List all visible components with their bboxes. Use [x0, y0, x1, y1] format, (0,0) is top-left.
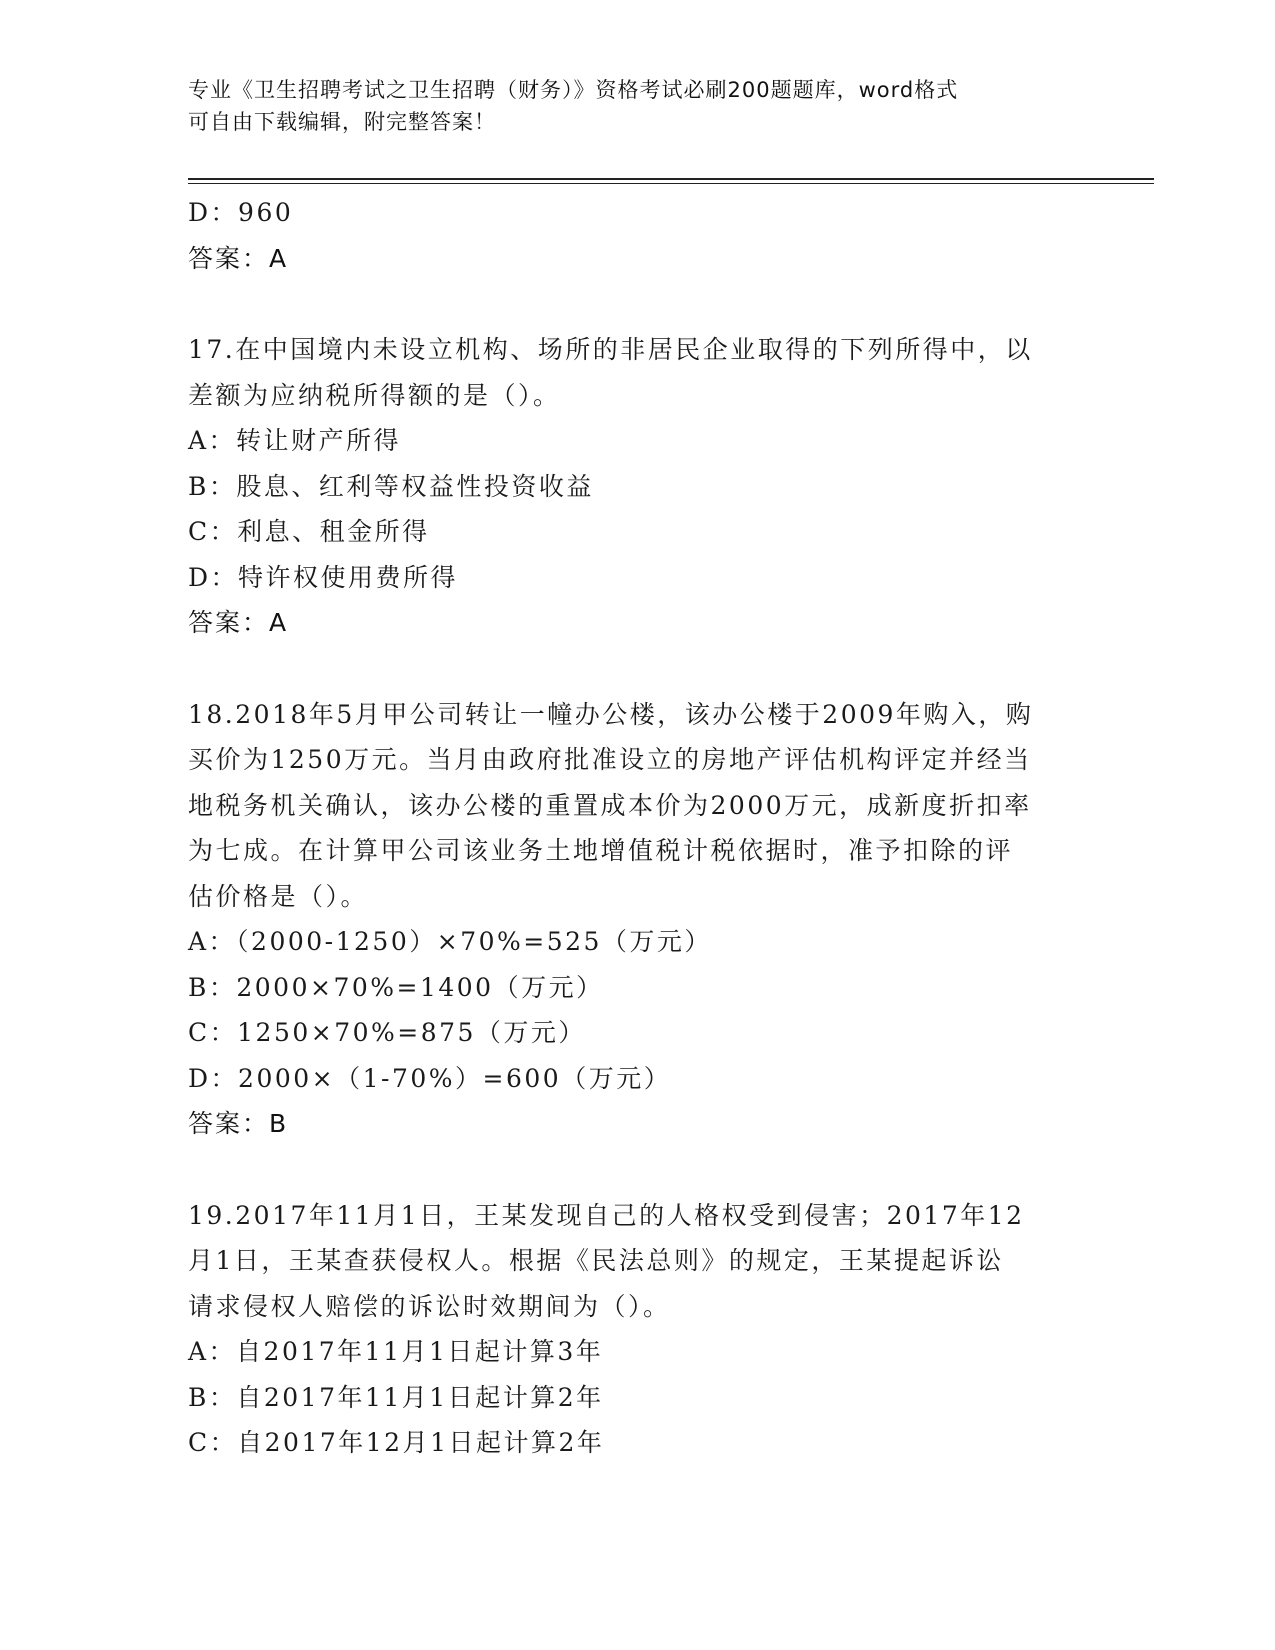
answer: 答案：A	[188, 608, 289, 637]
option-d: D：960	[188, 198, 294, 227]
header-divider-thick	[188, 178, 1154, 180]
question-stem-line: 月1日，王某查获侵权人。根据《民法总则》的规定，王某提起诉讼	[188, 1246, 1004, 1275]
question-stem-line: 17.在中国境内未设立机构、场所的非居民企业取得的下列所得中，以	[188, 335, 1033, 364]
question-content	[188, 190, 1088, 1466]
header-title-line-2: 可自由下载编辑，附完整答案！	[188, 110, 496, 134]
question-16-tail	[188, 190, 1088, 281]
option-b: B：股息、红利等权益性投资收益	[188, 471, 594, 501]
question-17	[188, 327, 1088, 646]
question-19	[188, 1193, 1088, 1466]
option-a: A：自2017年11月1日起计算3年	[188, 1337, 604, 1366]
question-stem-line: 为七成。在计算甲公司该业务土地增值税计税依据时，准予扣除的评	[188, 836, 1014, 865]
question-stem-line: 买价为1250万元。当月由政府批准设立的房地产评估机构评定并经当	[188, 745, 1032, 774]
header-divider-thin	[188, 183, 1154, 184]
answer: 答案：B	[188, 1109, 289, 1138]
question-stem-line: 请求侵权人赔偿的诉讼时效期间为（）。	[188, 1291, 671, 1321]
option-c: C：1250×70%=875（万元）	[188, 1018, 586, 1047]
option-b: B：自2017年11月1日起计算2年	[188, 1382, 604, 1412]
page-header	[188, 74, 1088, 138]
option-a: A：（2000-1250）×70%=525（万元）	[188, 927, 712, 956]
answer: 答案：A	[188, 243, 289, 273]
option-b: B：2000×70%=1400（万元）	[188, 972, 604, 1002]
question-stem-line: 地税务机关确认，该办公楼的重置成本价为2000万元，成新度折扣率	[188, 790, 1032, 820]
question-stem-line: 差额为应纳税所得额的是（）。	[188, 380, 561, 410]
option-d: D：特许权使用费所得	[188, 562, 459, 592]
option-d: D：2000×（1-70%）=600（万元）	[188, 1063, 672, 1093]
header-title-line-1: 专业《卫生招聘考试之卫生招聘（财务）》资格考试必刷200题题库，word格式	[188, 78, 959, 102]
option-c: C：自2017年12月1日起计算2年	[188, 1428, 605, 1457]
question-18	[188, 692, 1088, 1147]
question-stem-line: 19.2017年11月1日，王某发现自己的人格权受到侵害；2017年12	[188, 1200, 1025, 1230]
question-stem-line: 18.2018年5月甲公司转让一幢办公楼，该办公楼于2009年购入，购	[188, 699, 1034, 729]
option-c: C：利息、租金所得	[188, 517, 430, 546]
option-a: A：转让财产所得	[188, 426, 402, 455]
question-stem-line: 估价格是（）。	[188, 881, 369, 911]
